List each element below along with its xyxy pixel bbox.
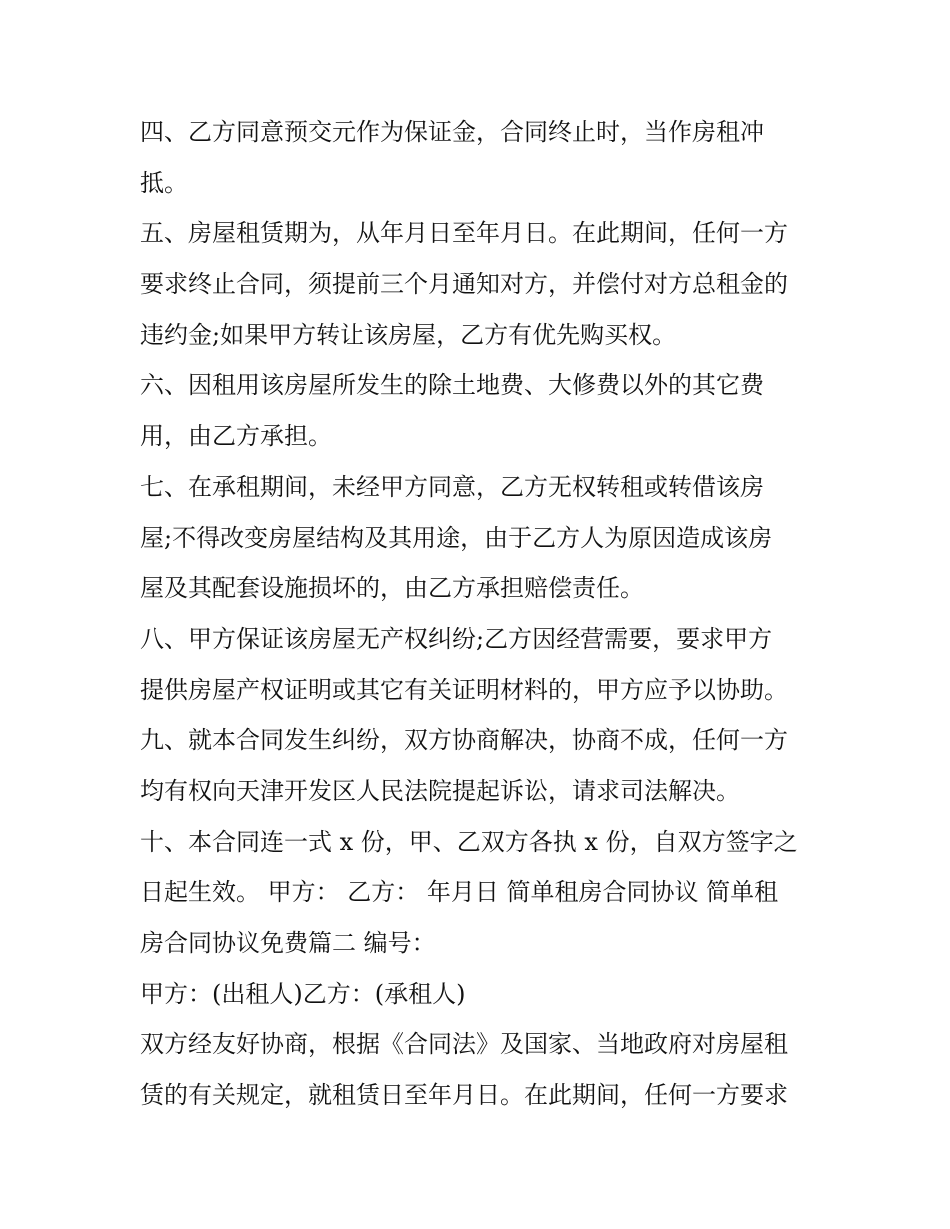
text-line: 七、在承租期间，未经甲方同意，乙方无权转租或转借该房 <box>140 472 764 501</box>
text-line: 十、本合同连一式 x 份，甲、乙双方各执 x 份，自双方签字之 <box>140 827 798 856</box>
text-line: 屋;不得改变房屋结构及其用途，由于乙方人为原因造成该房 <box>140 523 773 552</box>
text-line: 八、甲方保证该房屋无产权纠纷;乙方因经营需要，要求甲方 <box>140 624 773 653</box>
contract-text-body <box>140 107 830 1121</box>
text-line: 甲方：(出租人)乙方：(承租人) <box>140 979 466 1008</box>
text-line: 五、房屋租赁期为，从年月日至年月日。在此期间，任何一方 <box>140 219 788 248</box>
text-line: 房合同协议免费篇二 编号： <box>140 929 436 957</box>
text-line: 双方经友好协商，根据《合同法》及国家、当地政府对房屋租 <box>140 1030 788 1059</box>
text-line: 四、乙方同意预交元作为保证金，合同终止时，当作房租冲 <box>140 118 764 146</box>
text-line: 用，由乙方承担。 <box>140 422 332 451</box>
text-line: 提供房屋产权证明或其它有关证明材料的，甲方应予以协助。 <box>140 675 788 704</box>
text-line: 要求终止合同，须提前三个月通知对方，并偿付对方总租金的 <box>140 270 788 299</box>
text-line: 赁的有关规定，就租赁日至年月日。在此期间，任何一方要求 <box>140 1081 788 1110</box>
text-line: 九、就本合同发生纠纷，双方协商解决，协商不成，任何一方 <box>140 726 788 755</box>
text-line: 六、因租用该房屋所发生的除土地费、大修费以外的其它费 <box>140 371 764 400</box>
text-line: 违约金;如果甲方转让该房屋，乙方有优先购买权。 <box>140 320 677 349</box>
text-line: 抵。 <box>140 168 188 197</box>
text-line: 屋及其配套设施损坏的，由乙方承担赔偿责任。 <box>140 574 644 603</box>
text-line: 均有权向天津开发区人民法院提起诉讼，请求司法解决。 <box>140 776 740 805</box>
text-line: 日起生效。 甲方： 乙方： 年月日 简单租房合同协议 简单租 <box>140 878 779 907</box>
